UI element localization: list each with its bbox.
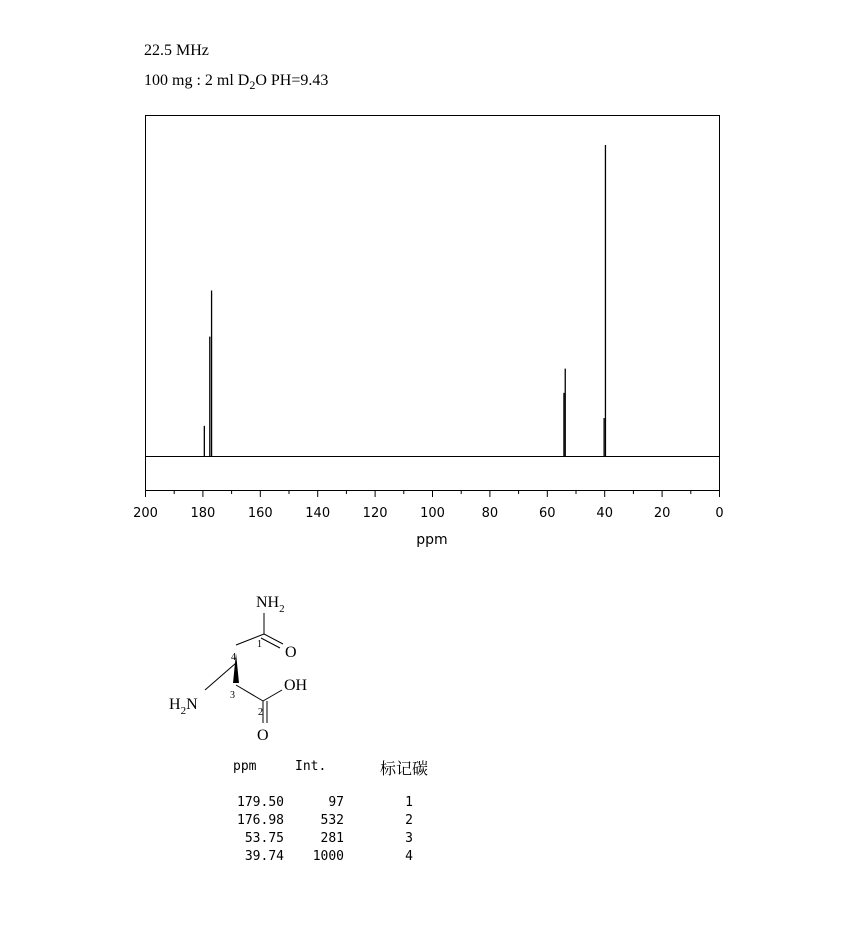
bond-c1-o-double	[261, 638, 280, 648]
bond-c3-n	[205, 663, 236, 690]
x-axis-label: ppm	[416, 532, 448, 548]
nh2-label: $NH_2$	[256, 594, 285, 615]
carbon-2-label: 2	[258, 707, 263, 718]
table-cell-ppm: 179.50	[237, 795, 284, 810]
spectrometer-frequency: 22.5 MHz	[144, 42, 209, 59]
x-tick-label: 0	[715, 506, 724, 521]
x-tick-label: 100	[420, 506, 445, 521]
x-tick-label: 200	[133, 506, 158, 521]
table-cell-int: 532	[320, 813, 344, 828]
carbon-1-label: 1	[257, 639, 262, 650]
table-header-ppm: ppm	[233, 759, 257, 774]
spectrum-peaks	[204, 145, 605, 456]
table-cell-ppm: 176.98	[237, 813, 284, 828]
table-cell-carbon: 4	[405, 849, 413, 864]
table-header-int: Int.	[295, 759, 327, 774]
x-tick-label: 80	[481, 506, 499, 521]
bond-c3-c2	[236, 685, 263, 701]
table-cell-ppm: 53.75	[244, 831, 284, 846]
x-tick-label: 160	[247, 506, 273, 521]
amide-oxygen: O	[285, 644, 297, 661]
table-cell-int: 97	[328, 795, 344, 810]
carbon-3-label: 3	[230, 690, 235, 701]
x-tick-label: 20	[653, 506, 671, 521]
acid-oxygen: O	[257, 727, 269, 744]
bond-c1-o	[264, 634, 283, 644]
hydroxyl-label: OH	[284, 677, 308, 694]
amino-label: $H_2N$	[169, 696, 198, 717]
carbon-4-label: 4	[231, 652, 236, 663]
plot-frame	[146, 116, 720, 491]
x-tick-label: 120	[362, 506, 388, 521]
sample-conditions: 100 mg : 2 ml $D_2O$ PH=9.43	[144, 72, 329, 93]
x-tick-label: 180	[190, 506, 216, 521]
x-axis-ticks	[133, 490, 724, 521]
table-cell-carbon: 1	[405, 795, 413, 810]
table-cell-int: 1000	[312, 849, 344, 864]
table-cell-ppm: 39.74	[244, 849, 284, 864]
x-tick-label: 60	[539, 506, 556, 521]
x-tick-label: 40	[596, 506, 613, 521]
table-header-carbon: 标记碳	[380, 759, 429, 778]
table-cell-carbon: 3	[405, 831, 413, 846]
table-cell-carbon: 2	[405, 813, 413, 828]
asparagine-structure	[160, 585, 360, 750]
table-cell-int: 281	[320, 831, 344, 846]
bond-c2-oh	[263, 690, 282, 701]
x-tick-label: 140	[305, 506, 331, 521]
